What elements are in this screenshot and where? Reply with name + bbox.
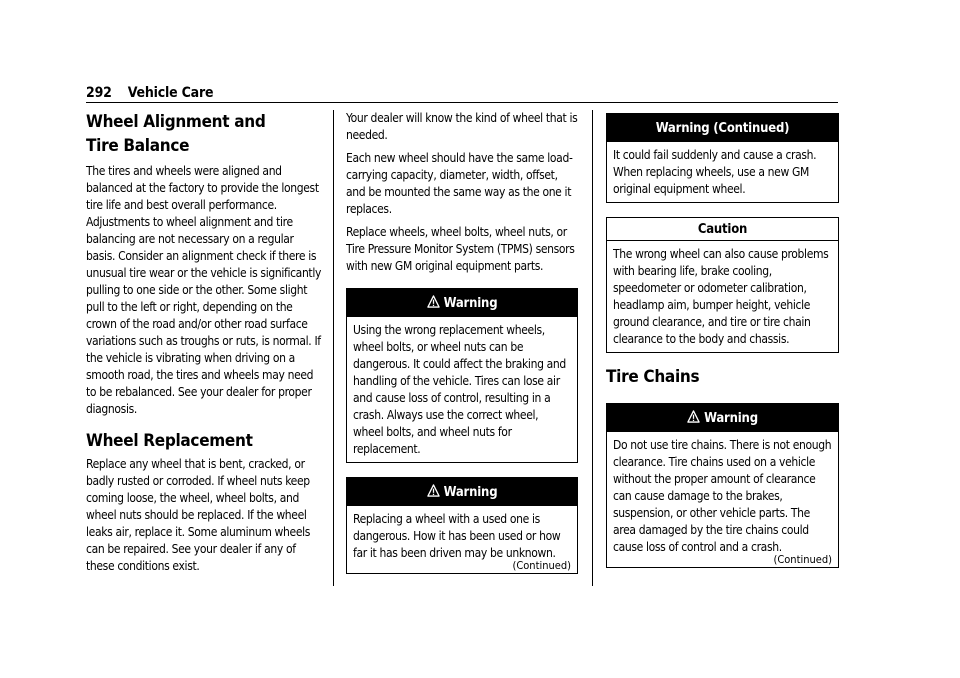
caution-header: Caution	[607, 218, 838, 241]
warning-header	[347, 289, 577, 317]
warning-box	[346, 288, 578, 463]
warning-icon	[687, 410, 700, 423]
warning-header	[347, 478, 577, 506]
caution-body: The wrong wheel can also cause problems with bearing life, brake cooling, speedometer or odometer calibration, headlamp aim, bumper height, vehicle ground clearance, and tire or tire chain clearance to the body and chassis.	[613, 247, 829, 346]
header-rule	[86, 102, 838, 103]
heading-tire-chains: Tire Chains	[606, 367, 700, 387]
warning-title: Warning	[443, 296, 498, 311]
continued-label: (Continued)	[773, 553, 832, 566]
paragraph-replace-parts: Replace wheels, wheel bolts, wheel nuts, or Tire Pressure Monitor System (TPMS) sensors with new GM original equipment parts.	[346, 225, 575, 273]
warning-icon	[427, 484, 440, 497]
heading-wheel-alignment: Wheel Alignment and Tire Balance	[86, 112, 266, 156]
column-divider	[592, 110, 593, 586]
warning-header: Warning (Continued)	[607, 114, 838, 142]
paragraph-dealer: Your dealer will know the kind of wheel that is needed.	[346, 111, 578, 142]
paragraph-replacement: Replace any wheel that is bent, cracked, or badly rusted or corroded. If wheel nuts keep coming loose, the wheel, wheel bolts, and wheel nuts should be replaced. If the wheel leaks air, replace it. Some aluminum wheels can be repaired. See your dealer if any of these conditions exist.	[86, 457, 311, 573]
warning-box	[606, 403, 839, 568]
page-number: 292	[86, 85, 112, 101]
column-1	[86, 110, 324, 575]
paragraph-new-wheel: Each new wheel should have the same load-carrying capacity, diameter, width, offset, and be mounted the same way as the one it replaces.	[346, 151, 573, 216]
warning-title: Warning	[704, 411, 758, 426]
warning-title: Warning	[443, 485, 498, 500]
page-header	[86, 82, 838, 102]
continued-label: (Continued)	[512, 559, 571, 572]
column-2	[346, 110, 578, 574]
section-title: Vehicle Care	[127, 85, 214, 101]
warning-body: Using the wrong replacement wheels, wheel bolts, or wheel nuts can be dangerous. It could affect the braking and handling of the vehicle. Tires can lose air and cause loss of control, resulting in a crash. Always use the correct wheel, wheel bolts, and wheel nuts for replacement.	[353, 323, 566, 456]
column-3	[606, 110, 839, 568]
warning-icon	[427, 295, 440, 308]
caution-box	[606, 217, 839, 353]
warning-body: Do not use tire chains. There is not enough clearance. Tire chains used on a vehicle without the proper amount of clearance can cause damage to the brakes, suspension, or other vehicle parts. The area damaged by the tire chains could cause loss of control and a crash.	[613, 438, 832, 554]
warning-continued-box	[606, 113, 839, 203]
column-divider	[333, 110, 334, 586]
warning-body: Replacing a wheel with a used one is dangerous. How it has been used or how far it has been driven may be unknown.	[353, 512, 561, 560]
warning-header	[607, 404, 838, 432]
heading-wheel-replacement: Wheel Replacement	[86, 431, 253, 451]
warning-body: It could fail suddenly and cause a crash. When replacing wheels, use a new GM original equipment wheel.	[613, 148, 817, 196]
paragraph-alignment: The tires and wheels were aligned and balanced at the factory to provide the longest tire life and best overall performance. Adjustments to wheel alignment and tire balancing are not necessary on a regular basis. Consider an alignment check if there is unusual tire wear or the vehicle is significantly pulling to one side or the other. Some slight pull to the left or right, depending on the crown of the road and/or other road surface variations such as troughs or ruts, is normal. If the vehicle is vibrating when driving on a smooth road, the tires and wheels may need to be rebalanced. See your dealer for proper diagnosis.	[86, 164, 322, 416]
warning-box	[346, 477, 578, 574]
